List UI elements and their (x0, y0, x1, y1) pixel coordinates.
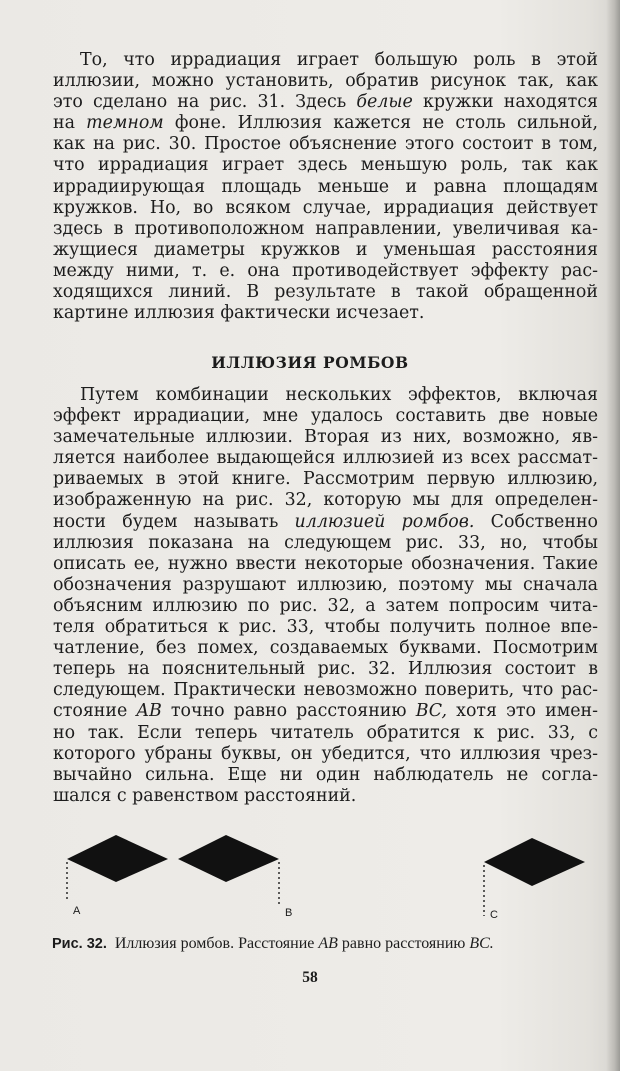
text-line: ляется наиболее выдающейся иллюзией из всех рассмат- (53, 448, 598, 469)
text-line: чатление, без помех, создаваемых буквами. Посмотрим (53, 638, 598, 659)
emphasis-illusion-rombov: иллюзией ромбов. (294, 511, 475, 532)
text-line: обозначения разрушают иллюзию, поэтому мы сначала (53, 574, 598, 595)
emphasis-belye: белые (356, 92, 413, 113)
text-fragment: точно равно расстоянию (161, 701, 416, 722)
text-line: картине иллюзия фактически исчезает. (53, 303, 425, 324)
text-line: ходящихся линий. В результате в такой обращенной (53, 282, 598, 303)
text-line: жущиеся диаметры кружков и уменьшая расстояния (53, 239, 598, 260)
text-fragment: на (53, 113, 87, 134)
text-fragment: хотя это имен- (447, 701, 598, 722)
emphasis-ab: AB (136, 701, 162, 722)
figure-label-b: B (285, 907, 293, 919)
caption-bc: BC. (469, 935, 494, 952)
text-line: То, что иррадиация играет большую роль в этой (80, 50, 598, 70)
text-fragment: ности будем называть (53, 511, 295, 532)
paragraph-rhombus-illusion (53, 385, 598, 807)
text-fragment: кружки находятся (412, 92, 599, 113)
text-line: что иррадиация играет здесь меньшую роль, так как (53, 155, 598, 176)
text-fragment: стояние (53, 701, 137, 722)
page-edge-shadow (606, 0, 620, 1071)
rhombus-b (178, 835, 279, 882)
text-line: Путем комбинации нескольких эффектов, включая (80, 385, 598, 405)
text-fragment: Собственно (474, 511, 599, 532)
paragraph-irradiation (53, 50, 598, 324)
figure-caption (52, 934, 597, 954)
text-fragment: это сделано на рис. 31. Здесь (53, 92, 347, 113)
page-number: 58 (302, 969, 318, 986)
caption-text: Иллюзия ромбов. Расстояние (110, 935, 319, 952)
figure-label-a: A (73, 905, 81, 917)
text-line: теперь на пояснительный рис. 32. Иллюзия состоит в (53, 659, 598, 680)
rhombus-c (484, 838, 585, 886)
text-line: эффект иррадиации, мне удалось составить две новые (53, 406, 598, 427)
text-line (53, 92, 598, 113)
text-line: иллюзия показана на следующем рис. 33, но, чтобы (53, 532, 598, 553)
text-line: замечательные иллюзии. Вторая из них, возможно, яв- (53, 427, 598, 448)
text-line: кружков. Но, во всяком случае, иррадиация действует (53, 197, 598, 218)
text-line: объясним иллюзию по рис. 32, а затем попросим чита- (53, 595, 598, 616)
text-line: которого убраны буквы, он убедится, что иллюзия чрез- (53, 743, 598, 764)
figure-label-c: C (490, 909, 498, 921)
caption-text: равно расстоянию (337, 935, 470, 952)
caption-figure-number: Рис. 32. (52, 936, 107, 952)
text-line (53, 113, 598, 134)
section-heading: ИЛЛЮЗИЯ РОМБОВ (211, 353, 409, 372)
text-line (53, 512, 598, 533)
text-line: как на рис. 30. Простое объяснение этого состоит в том, (53, 134, 598, 155)
text-fragment: фоне. Иллюзия кажется не столь сильной, (163, 113, 598, 134)
text-line (53, 701, 598, 722)
text-line: иррадиирующая площадь меньше и равна площадям (53, 176, 598, 197)
text-line: но так. Если теперь читатель обратится к рис. 33, с (53, 722, 598, 743)
text-line: здесь в противоположном направлении, увеличивая ка- (53, 218, 598, 239)
text-line: вычайно сильна. Еще ни один наблюдатель не согла- (53, 764, 598, 785)
figure-rhombus-illusion (55, 824, 600, 924)
text-line: следующем. Практически невозможно поверить, что рас- (53, 680, 598, 701)
text-line: описать ее, нужно ввести некоторые обозначения. Такие (53, 553, 598, 574)
text-line: шался с равенством расстояний. (53, 785, 357, 806)
emphasis-bc: BC, (415, 701, 448, 722)
text-line: изображенную на рис. 32, которую мы для определен- (53, 490, 598, 511)
text-line: между ними, т. е. она противодействует эффекту рас- (53, 260, 598, 281)
text-line: теля обратиться к рис. 33, чтобы получить полное впе- (53, 617, 598, 638)
rhombus-a (67, 835, 168, 882)
text-line: риваемых в этой книге. Рассмотрим первую иллюзию, (53, 469, 598, 490)
text-line: иллюзии, можно установить, обратив рисунок так, как (53, 71, 598, 92)
emphasis-temnom: темном (86, 113, 164, 134)
caption-ab: AB (318, 935, 338, 952)
